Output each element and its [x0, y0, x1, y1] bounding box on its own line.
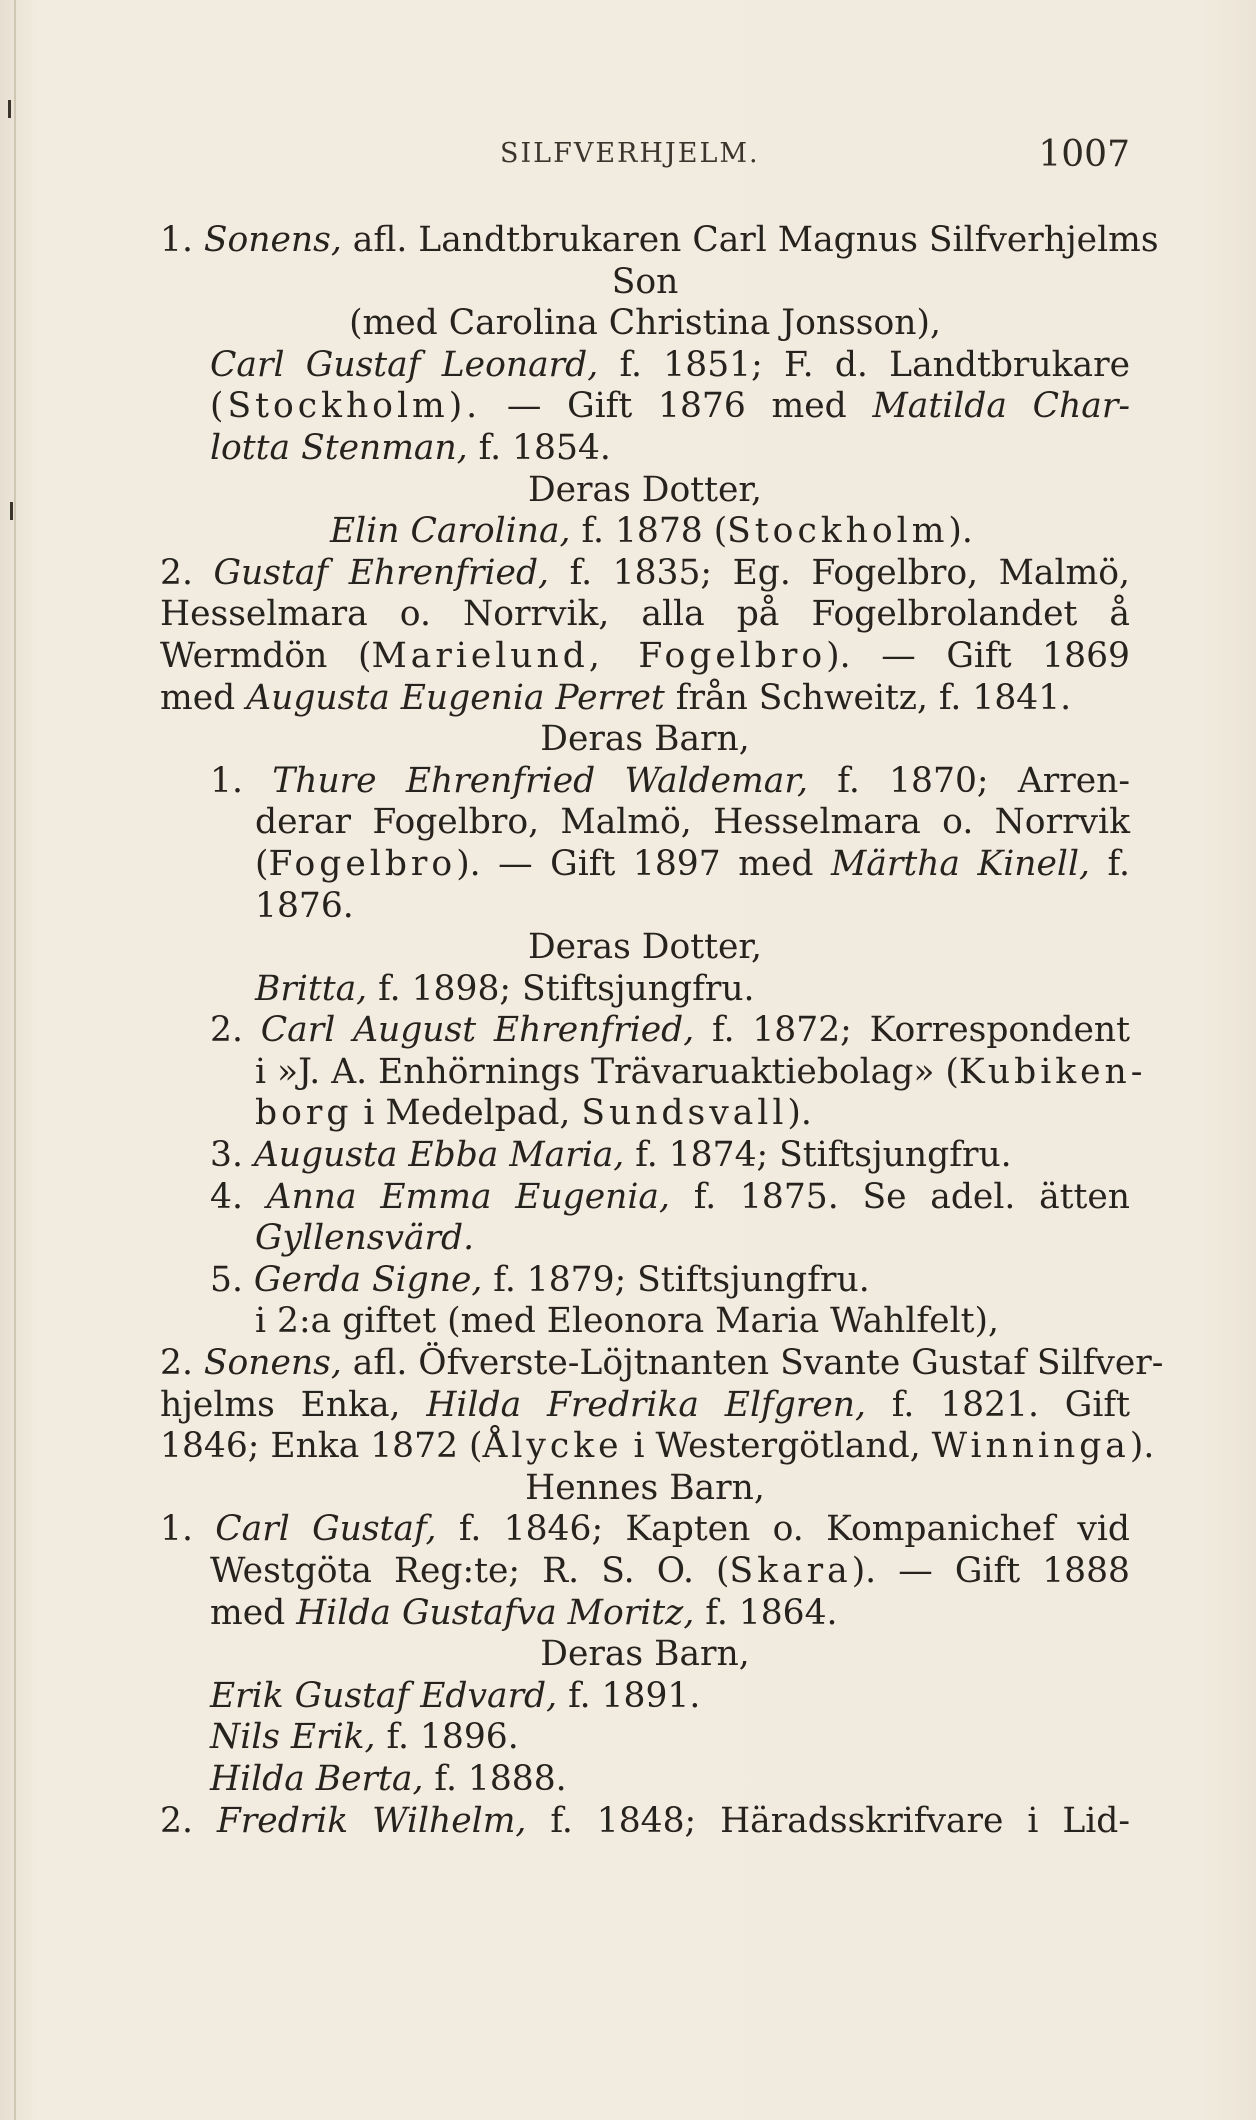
- text-run: 2.: [210, 1010, 261, 1051]
- italic-name: Anna Emma Eugenia,: [266, 1176, 670, 1217]
- italic-name: Erik Gustaf Edvard,: [210, 1675, 558, 1716]
- spaced-place-name: Marielund, Fogelbro: [371, 635, 827, 676]
- text-line: [160, 1593, 1130, 1635]
- text-run: Westgöta Reg:te; R. S. O. (: [210, 1551, 730, 1591]
- spaced-place-name: (Stockholm).: [210, 386, 482, 427]
- text-line: [160, 220, 1159, 262]
- text-line: [160, 1801, 1130, 1843]
- text-run: Deras Dotter,: [527, 469, 763, 510]
- italic-name: Gyllensvärd.: [255, 1218, 475, 1259]
- text-line: [160, 1634, 1130, 1676]
- text-run: från Schweitz, f. 1841.: [664, 677, 1072, 718]
- text-run: (: [255, 843, 269, 884]
- text-run: f. 1848; Häradsskrifvare i Lid-: [526, 1800, 1130, 1841]
- text-run: ). — Gift 1888: [851, 1551, 1130, 1591]
- text-run: Deras Barn,: [540, 719, 750, 760]
- text-run: i Westergötland,: [622, 1426, 932, 1467]
- text-run: ). — Gift 1897 med: [456, 843, 831, 884]
- text-run: hjelms Enka,: [160, 1384, 427, 1425]
- text-line: [160, 428, 1130, 470]
- text-run: med: [210, 1592, 297, 1633]
- text-run: f.: [1089, 843, 1130, 884]
- spaced-place-name: Kubiken-: [958, 1051, 1147, 1092]
- spaced-place-name: Skara: [729, 1551, 852, 1591]
- text-line: [160, 1468, 1130, 1510]
- text-line: [160, 719, 1130, 761]
- text-line: [160, 1343, 1164, 1385]
- text-run: Deras Dotter,: [527, 927, 763, 968]
- text-line: [160, 345, 1130, 387]
- text-run: Wermdön (: [160, 635, 372, 676]
- page-header: [160, 134, 1130, 184]
- text-line: [160, 802, 1130, 844]
- italic-name: Matilda Char-: [872, 386, 1131, 427]
- text-run: 1.: [160, 1509, 216, 1550]
- italic-name: Carl August Ehrenfried,: [260, 1010, 695, 1051]
- spaced-place-name: borg: [255, 1093, 353, 1134]
- text-run: afl. Landtbrukaren Carl Magnus Silfverhjelms: [341, 220, 1159, 260]
- text-run: 2.: [160, 552, 214, 593]
- text-run: ).: [948, 511, 973, 552]
- spaced-place-name: Fogelbro: [268, 843, 457, 884]
- text-line: [160, 1426, 1155, 1468]
- text-line: [160, 1509, 1130, 1551]
- text-line: [160, 594, 1130, 636]
- text-line: [160, 1135, 1130, 1177]
- text-run: 2.: [160, 1343, 204, 1384]
- text-line: [160, 761, 1130, 803]
- text-run: 5.: [210, 1259, 254, 1300]
- text-line: [160, 1301, 1130, 1343]
- text-run: f. 1851; F. d. Landtbrukare: [598, 344, 1131, 385]
- text-run: f. 1874; Stiftsjungfru.: [624, 1135, 1012, 1176]
- text-run: 2.: [160, 1800, 217, 1841]
- text-run: 4.: [210, 1176, 267, 1217]
- text-run: 1.: [160, 220, 204, 260]
- text-run: Hesselmara o. Norrvik, alla på Fogelbrolandet å: [160, 594, 1130, 635]
- spaced-place-name: Stockholm: [727, 511, 949, 552]
- text-line: [160, 1260, 1130, 1302]
- italic-name: Hilda Fredrika Elfgren,: [426, 1384, 866, 1425]
- margin-mark: [8, 100, 11, 118]
- italic-name: Augusta Eugenia Perret: [246, 677, 665, 718]
- text-line: [160, 678, 1130, 720]
- text-line: [160, 1676, 1130, 1718]
- text-run: f. 1888.: [423, 1758, 567, 1799]
- text-run: afl. Öfverste-Löjtnanten Svante Gustaf Silfver-: [341, 1343, 1164, 1384]
- italic-name: Märtha Kinell,: [830, 843, 1090, 884]
- text-run: ).: [1129, 1426, 1155, 1467]
- italic-name: Augusta Ebba Maria,: [253, 1135, 625, 1176]
- text-line: [160, 1385, 1130, 1427]
- text-line: [160, 1051, 1147, 1094]
- spaced-place-name: Winninga: [931, 1426, 1130, 1467]
- italic-name: Nils Erik,: [210, 1717, 376, 1758]
- italic-name: lotta Stenman,: [210, 427, 468, 468]
- italic-name: Thure Ehrenfried Waldemar,: [272, 760, 809, 801]
- text-line: [160, 969, 1130, 1011]
- text-line: [160, 1551, 1130, 1593]
- text-run: f. 1835; Eg. Fogelbro, Malmö,: [549, 552, 1130, 593]
- italic-name: Britta,: [255, 968, 368, 1009]
- text-run: Deras Barn,: [540, 1634, 750, 1675]
- text-run: i 2:a giftet (med Eleonora Maria Wahlfelt),: [255, 1301, 999, 1342]
- italic-name: Sonens,: [203, 1343, 342, 1384]
- text-run: f. 1879; Stiftsjungfru.: [482, 1259, 870, 1300]
- text-run: — Gift 1876 med: [481, 386, 873, 427]
- text-line: [160, 553, 1130, 595]
- margin-mark: [10, 502, 13, 520]
- text-run: f. 1870; Arren-: [808, 760, 1131, 801]
- italic-name: Elin Carolina,: [330, 511, 571, 552]
- text-run: i »J. A. Enhörnings Trävaruaktiebolag» (: [255, 1051, 959, 1092]
- spaced-place-name: Sundsvall: [581, 1093, 788, 1134]
- text-run: ). — Gift 1869: [826, 635, 1130, 676]
- text-run: 1.: [210, 760, 273, 801]
- text-line: [160, 1010, 1130, 1052]
- text-run: Hennes Barn,: [525, 1467, 765, 1508]
- text-run: f. 1878 (: [570, 511, 728, 552]
- text-run: 3.: [210, 1135, 254, 1176]
- text-line: [160, 1093, 1130, 1135]
- text-run: 1876.: [255, 885, 354, 926]
- italic-name: Sonens,: [203, 220, 342, 260]
- text-run: f. 1898; Stiftsjungfru.: [367, 968, 755, 1009]
- text-run: f. 1896.: [375, 1717, 519, 1758]
- text-line: [160, 844, 1130, 886]
- spaced-place-name: Ålycke: [482, 1426, 623, 1467]
- text-run: Son: [611, 261, 679, 302]
- italic-name: Hilda Berta,: [210, 1758, 424, 1799]
- text-run: ).: [787, 1093, 812, 1134]
- text-run: med: [160, 677, 247, 718]
- text-run: f. 1854.: [467, 427, 611, 468]
- italic-name: Gustaf Ehrenfried,: [213, 552, 550, 593]
- italic-name: Hilda Gustafva Moritz,: [296, 1592, 695, 1633]
- text-run: f. 1875. Se adel. ätten: [669, 1176, 1131, 1217]
- text-run: f. 1821. Gift: [865, 1384, 1130, 1425]
- text-line: [160, 1218, 1130, 1260]
- text-line: [160, 1759, 1130, 1801]
- text-run: i Medelpad,: [352, 1093, 582, 1134]
- text-run: f. 1846; Kapten o. Kompanichef vid: [436, 1509, 1130, 1550]
- text-run: 1846; Enka 1872 (: [160, 1426, 483, 1467]
- italic-name: Fredrik Wilhelm,: [216, 1800, 527, 1841]
- text-line: [160, 1717, 1130, 1759]
- italic-name: Carl Gustaf,: [215, 1509, 437, 1550]
- italic-name: Gerda Signe,: [253, 1259, 483, 1300]
- text-run: (med Carolina Christina Jonsson),: [349, 303, 941, 344]
- text-run: f. 1872; Korrespondent: [694, 1010, 1130, 1051]
- text-line: [160, 470, 1130, 512]
- text-run: f. 1864.: [694, 1592, 838, 1633]
- text-line: [160, 303, 1130, 345]
- text-line: [160, 262, 1130, 304]
- genealogy-text: [160, 220, 1164, 1842]
- text-line: [160, 927, 1130, 969]
- text-line: [160, 386, 1130, 428]
- text-run: derar Fogelbro, Malmö, Hesselmara o. Norrvik: [255, 802, 1130, 843]
- text-line: [160, 1177, 1130, 1219]
- text-line: [160, 511, 1130, 553]
- running-title: SILFVERHJELM.: [500, 138, 760, 169]
- text-line: [160, 886, 1130, 928]
- page-edge-shadow: [14, 0, 16, 2120]
- page-number: 1007: [1038, 134, 1130, 175]
- text-run: f. 1891.: [557, 1675, 701, 1716]
- italic-name: Carl Gustaf Leonard,: [210, 344, 599, 385]
- text-line: [160, 636, 1130, 678]
